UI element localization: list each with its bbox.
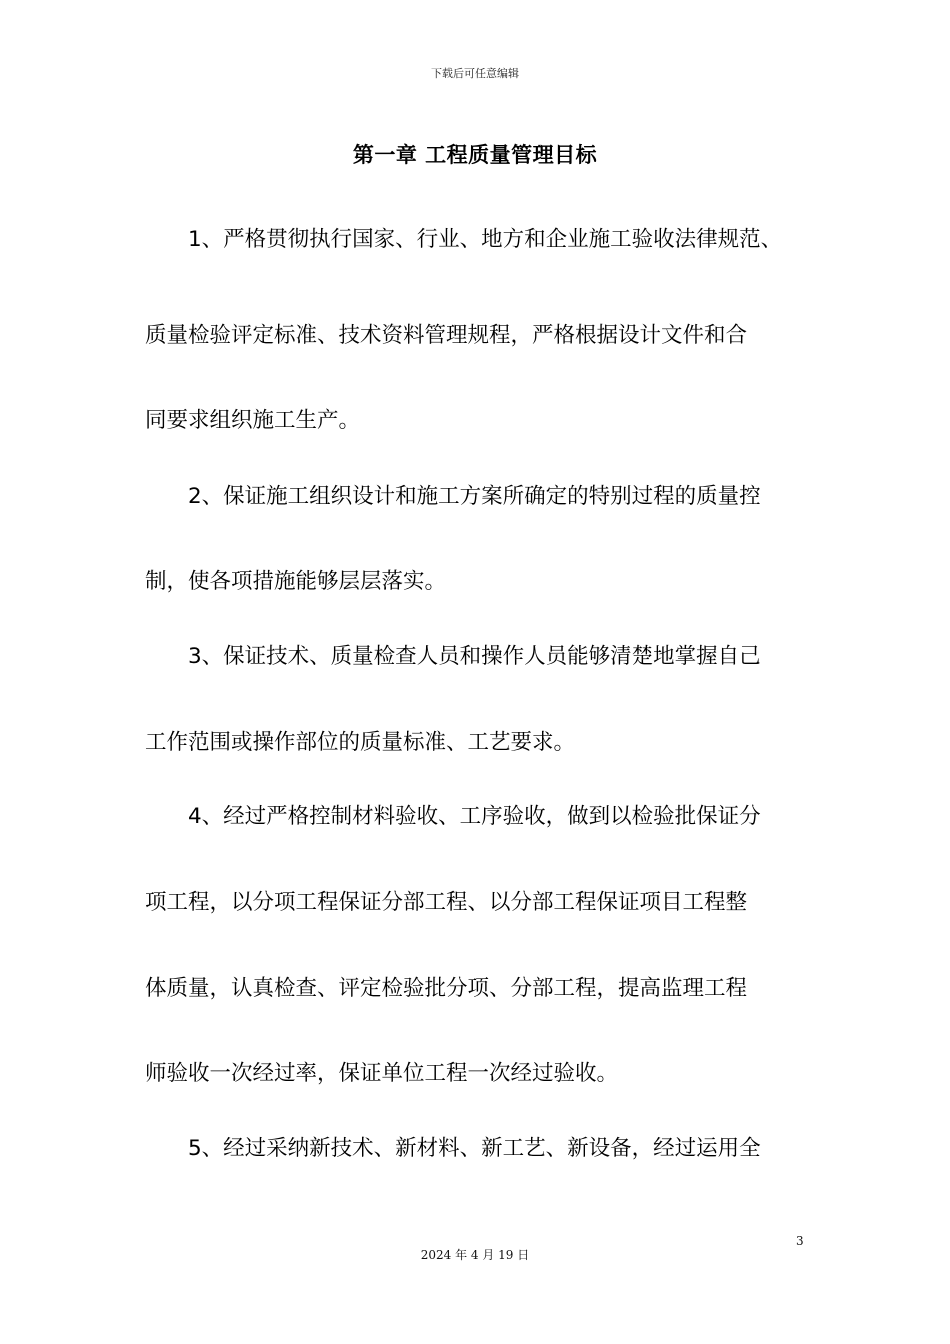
paragraph-line: 4、经过严格控制材料验收、工序验收，做到以检验批保证分 xyxy=(188,804,761,829)
paragraph-line: 5、经过采纳新技术、新材料、新工艺、新设备，经过运用全 xyxy=(188,1136,761,1161)
paragraph-line: 1、严格贯彻执行国家、行业、地方和企业施工验收法律规范、 xyxy=(188,227,783,252)
footer-date: 2024 年 4 月 19 日 xyxy=(420,1248,530,1262)
paragraph-line: 2、保证施工组织设计和施工方案所确定的特别过程的质量控 xyxy=(188,484,761,509)
paragraph-line: 师验收一次经过率，保证单位工程一次经过验收。 xyxy=(145,1061,619,1086)
page-number: 3 xyxy=(796,1234,804,1248)
paragraph-line: 体质量，认真检查、评定检验批分项、分部工程，提高监理工程 xyxy=(145,976,748,1001)
paragraph-line: 制，使各项措施能够层层落实。 xyxy=(145,569,447,594)
paragraph-line: 质量检验评定标准、技术资料管理规程，严格根据设计文件和合 xyxy=(145,323,748,348)
chapter-title: 第一章 工程质量管理目标 xyxy=(352,143,598,167)
paragraph-line: 项工程，以分项工程保证分部工程、以分部工程保证项目工程整 xyxy=(145,890,748,915)
paragraph-line: 工作范围或操作部位的质量标准、工艺要求。 xyxy=(145,730,576,755)
paragraph-line: 3、保证技术、质量检查人员和操作人员能够清楚地掌握自己 xyxy=(188,644,761,669)
header-note: 下载后可任意编辑 xyxy=(431,67,519,80)
paragraph-line: 同要求组织施工生产。 xyxy=(145,408,361,433)
